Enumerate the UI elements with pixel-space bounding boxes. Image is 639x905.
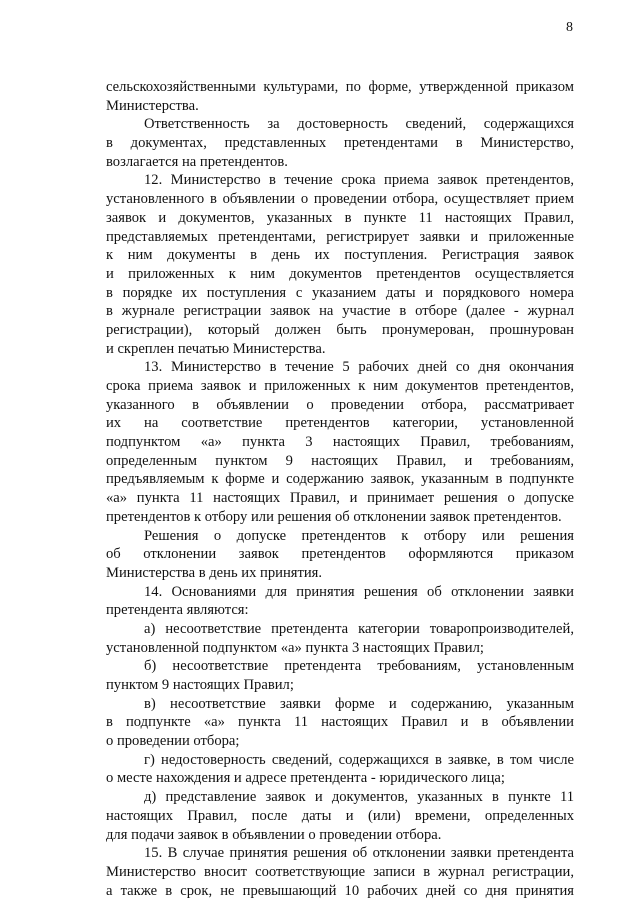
text-line: а) несоответствие претендента категории товаропроизводителей, (144, 620, 574, 637)
document-body (106, 78, 574, 900)
text-line: «а» пункта 11 настоящих Правил, и принимает решения о допуске (106, 490, 574, 507)
text-line: претендента являются: (106, 602, 249, 619)
text-line: в порядке их поступления с указанием даты и порядкового номера (106, 284, 574, 301)
text-line: для подачи заявок в объявлении о проведении отбора. (106, 826, 442, 843)
text-line: Министерство вносит соответствующие записи в журнал регистрации, (106, 863, 574, 880)
text-line: 12. Министерство в течение срока приема заявок претендентов, (144, 172, 574, 189)
text-line: подпунктом «а» пункта 3 настоящих Правил, требованиям, (106, 434, 574, 451)
text-line: 13. Министерство в течение 5 рабочих дней со дня окончания (144, 359, 574, 376)
text-line: 14. Основаниями для принятия решения об отклонении заявки (144, 583, 574, 600)
text-line: в) несоответствие заявки форме и содержанию, указанным (144, 695, 574, 712)
text-line: 15. В случае принятия решения об отклонении заявки претендента (144, 845, 574, 862)
text-line: претендентов к отбору или решения об отклонении заявок претендентов. (106, 508, 562, 525)
text-line: о месте нахождения и адресе претендента - юридического лица; (106, 770, 505, 787)
text-line: установленного в объявлении о проведении отбора, осуществляет прием (106, 191, 574, 208)
text-line: их на соответствие претендентов категории, установленной (106, 415, 574, 432)
text-line: представляемых претендентами, регистрирует заявки и приложенные (106, 228, 574, 245)
text-line: определенным пунктом 9 настоящих Правил, и требованиям, (106, 452, 574, 469)
text-line: Министерства. (106, 97, 199, 114)
text-line: срока приема заявок и приложенных к ним документов претендентов, (106, 378, 574, 394)
text-line: д) представление заявок и документов, указанных в пункте 11 (144, 789, 574, 806)
text-line: установленной подпунктом «а» пункта 3 настоящих Правил; (106, 639, 484, 656)
text-line: предъявляемым к форме и содержанию заявок, указанным в подпункте (106, 471, 574, 488)
text-line: о проведении отбора; (106, 733, 240, 750)
text-line: в журнале регистрации заявок на участие в отборе (далее - журнал (106, 303, 574, 320)
page-number: 8 (566, 20, 573, 35)
text-line: заявок и документов, указанных в пункте 11 настоящих Правил, (106, 209, 574, 226)
text-line: в подпункте «а» пункта 11 настоящих Правил и в объявлении (106, 714, 574, 731)
text-line: настоящих Правил, после даты и (или) времени, определенных (106, 807, 574, 824)
text-line: регистрации), который должен быть пронумерован, прошнурован (106, 321, 574, 338)
text-line: к ним документы в день их поступления. Регистрация заявок (106, 247, 574, 264)
text-line: об отклонении заявок претендентов оформляются приказом (106, 546, 574, 563)
text-line: пунктом 9 настоящих Правил; (106, 677, 294, 693)
text-line: сельскохозяйственными культурами, по форме, утвержденной приказом (106, 79, 574, 95)
text-line: Министерства в день их принятия. (106, 564, 323, 581)
text-line: возлагается на претендентов. (106, 153, 288, 170)
text-line: а также в срок, не превышающий 10 рабочих дней со дня принятия (106, 882, 574, 899)
text-line: Ответственность за достоверность сведений, содержащихся (144, 116, 574, 133)
text-line: г) недостоверность сведений, содержащихся в заявке, в том числе (144, 751, 574, 768)
text-line: указанного в объявлении о проведении отбора, рассматривает (106, 396, 574, 413)
text-line: Решения о допуске претендентов к отбору или решения (144, 527, 574, 544)
text-line: б) несоответствие претендента требованиям, установленным (144, 658, 574, 675)
text-line: и приложенных к ним документов претендентов осуществляется (106, 265, 574, 282)
text-line: и скреплен печатью Министерства. (106, 340, 326, 357)
text-line: в документах, представленных претендентами в Министерство, (106, 135, 574, 152)
